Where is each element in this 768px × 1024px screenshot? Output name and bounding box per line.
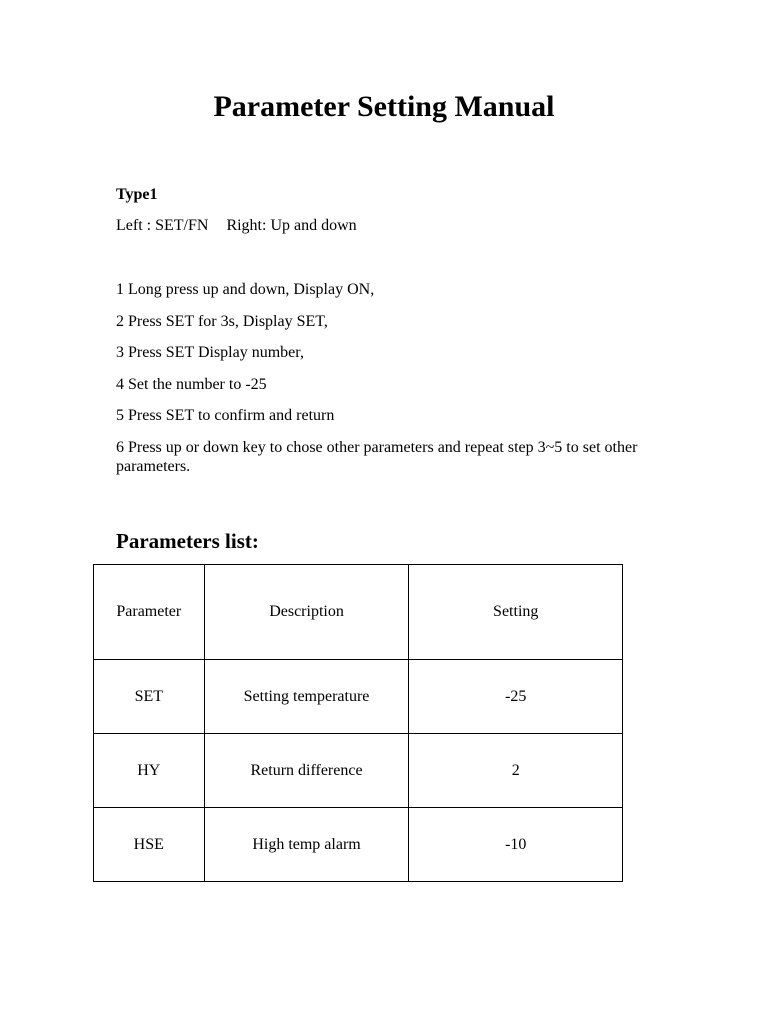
step-item: 2 Press SET for 3s, Display SET,: [116, 312, 328, 330]
header-setting: Setting: [409, 565, 623, 660]
description-cell: Return difference: [204, 734, 409, 808]
parameter-cell: HY: [94, 734, 205, 808]
parameter-cell: HSE: [94, 808, 205, 882]
description-cell: High temp alarm: [204, 808, 409, 882]
header-description: Description: [204, 565, 409, 660]
setting-cell: -25: [409, 660, 623, 734]
step-item: 1 Long press up and down, Display ON,: [116, 281, 375, 298]
steps-list: [116, 280, 656, 489]
page-title: Parameter Setting Manual: [213, 90, 555, 123]
step-item: 4 Set the number to -25: [116, 375, 267, 393]
parameters-list-heading: Parameters list:: [116, 529, 259, 553]
right-key-text: Right: Up and down: [226, 217, 357, 234]
key-assignment-line: [116, 216, 357, 236]
setting-cell: 2: [409, 734, 623, 808]
description-cell: Setting temperature: [204, 660, 409, 734]
table-row: [94, 660, 623, 734]
setting-cell: -10: [409, 808, 623, 882]
parameters-table: [93, 564, 623, 882]
left-key-text: Left : SET/FN: [116, 217, 209, 234]
table-row: [94, 734, 623, 808]
header-parameter: Parameter: [94, 565, 205, 660]
table-header-row: [94, 565, 623, 660]
step-item: 3 Press SET Display number,: [116, 344, 304, 362]
table-row: [94, 808, 623, 882]
section-label-type1: Type1: [116, 186, 158, 203]
step-item: 6 Press up or down key to chose other parameters and repeat step 3~5 to set other parameters.: [116, 438, 638, 475]
step-item: 5 Press SET to confirm and return: [116, 407, 335, 425]
parameter-cell: SET: [94, 660, 205, 734]
